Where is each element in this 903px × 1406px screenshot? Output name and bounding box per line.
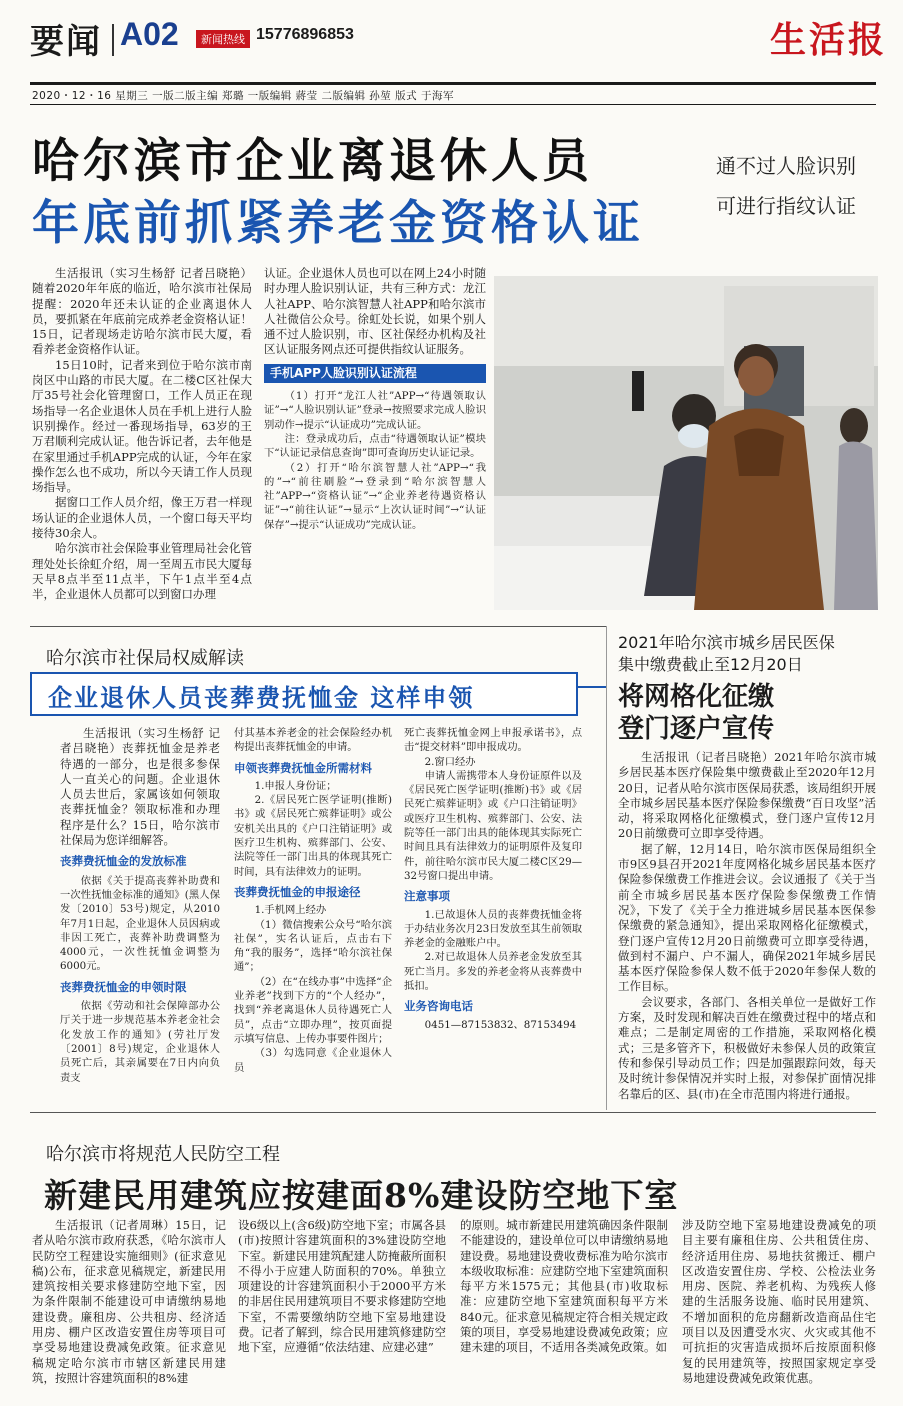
paragraph: 的原则。城市新建民用建筑确因条件限制不能建设的，建设单位可以申请缴纳易地建设费。易地建设费收费标准为哈尔滨市本级收取标准：应建防空地下室建筑面积每平方米1575元；其他县(市)收取标准：应建防空地下室建筑面积每平方米840元。征求意见稿规定符合相关规定政策的项目，享受易地建设费减免政策；应建未建的项目，不适用各类减免政策。如: [460, 1218, 668, 1355]
column-divider: [606, 626, 607, 1110]
paragraph: 据窗口工作人员介绍，像王万君一样现场认证的企业退休人员，一个窗口每天平均接待30余人。: [32, 495, 252, 541]
lead-column-2: [264, 266, 486, 616]
news-photo: [494, 276, 878, 610]
list-item: 1.手机网上经办: [254, 904, 327, 917]
section-rule: [30, 626, 606, 627]
defense-column-3: [460, 1218, 668, 1400]
hotline-label: 新闻热线: [196, 30, 250, 48]
paragraph: 付其基本养老金的社会保险经办机构提出丧葬抚恤金的申请。: [234, 727, 392, 754]
paragraph: 认证。企业退休人员也可以在网上24小时随时办理人脸识别认证，共有三种方式：龙江人社APP、哈尔滨智慧人社APP和哈尔滨市人社微信公众号。徐虹处长说，如果个别人通不过人脸识别，市、区社保经办机构及社区认证服务网点还可提供指纹认证服务。: [264, 266, 486, 357]
medical-title-1: 将网格化征缴: [618, 682, 775, 712]
newspaper-logo: 生活报: [770, 19, 888, 61]
masthead-rule: [30, 82, 876, 85]
process-heading: 手机APP人脸识别认证流程: [264, 364, 486, 383]
list-item: 1.已故退休人员的丧葬费抚恤金将于办结业务次月23日发放至其生前领取养老金的金融账户中。: [404, 908, 582, 950]
subheading: 业务咨询电话: [404, 999, 473, 1014]
masthead-divider: [112, 24, 114, 56]
lead-subtitle-line1: 通不过人脸识别: [716, 154, 856, 178]
paragraph: 生活报讯（实习生杨舒 记者吕晓艳）丧葬抚恤金是养老待遇的一部分，也是很多参保人一直关心的问题。企业退休人员去世后，家属该如何领取丧葬抚恤金？领取标准和办理程序是什么？15日，哈尔滨市社保局为您详细解答。: [60, 726, 220, 848]
list-item: 申请人需携带本人身份证原件以及《居民死亡医学证明(推断)书》或《居民死亡殡葬证明》或《户口注销证明》或医疗卫生机构、殡葬部门、公安、法院等任一部门出具的能体现其实际死亡时间且具有法律效力的证明原件及复印件，前往哈尔滨市民大厦二楼C区29—32号窗口提出申请。: [404, 769, 582, 882]
funeral-kicker: 哈尔滨市社保局权威解读: [46, 648, 244, 669]
paragraph: 设6级以上(含6级)防空地下室；市属各县(市)按照计容建筑面积的3%建设防空地下室。新建民用建筑配建人防掩蔽所面积不得小于应建人防面积的70%。单独立项建设的计容建筑面积小于2000平方米的非居住民用建筑项目不要求修建防空地下室，不需要缴纳防空地下室易地建设费。记者了解到，综合民用建筑修建防空地下室，应遵循“依法结建、应建必建”: [238, 1218, 446, 1355]
lead-title-line1: 哈尔滨市企业离退休人员: [32, 134, 593, 189]
paragraph: 涉及防空地下室易地建设费减免的项目主要有廉租住房、公共租赁住房、经济适用住房、易地扶贫搬迁、棚户区改造安置住房、学校、公检法业务用房、医院、养老机构、为残疾人修建的生活服务设施、临时民用建筑、不增加面积的危房翻新改造商品住宅项目以及因遭受水灾、火灾或其他不可抗拒的灾害造成损坏后按原面积修复的民用建筑等，按照国家规定享受易地建设费减免政策优惠。: [682, 1218, 876, 1385]
funeral-column-1: [60, 726, 220, 1106]
photo-illustration: [494, 276, 878, 610]
step-note: 注：登录成功后，点击“待遇领取认证”模块下“认证记录信息查询”即可查询历史认证记录。: [264, 432, 486, 460]
paragraph: 据了解，12月14日，哈尔滨市医保局组织全市9区9县召开2021年度网格化城乡居民基本医疗保险参保缴费工作推进会议。会议通报了《关于当前全市城乡居民基本医疗保险参保缴费工作情况》，下发了《关于全力推进城乡居民基本医保参保缴费的紧急通知》，提出采取网格化征缴模式，登门逐户宣传12月20日前缴费可立即享受待遇，做到村不漏户、户不漏人，确保2021年城乡居民基本医疗保险参保人数不低于2020年参保人数的工作目标。: [618, 841, 876, 994]
defense-column-1: [32, 1218, 226, 1400]
defense-column-4: [682, 1218, 876, 1400]
paragraph: 哈尔滨市社会保险事业管理局社会化管理处处长徐虹介绍，周一至周五市民大厦每天早8点半至11点半，下午1点半至4点半，企业退休人员都可以到窗口办理: [32, 541, 252, 602]
list-item: （1）微信搜索公众号“哈尔滨社保”，实名认证后，点击右下角“我的服务”，选择“哈尔滨社保通”；: [234, 918, 392, 974]
info-rule: [30, 104, 876, 105]
paragraph: 生活报讯（记者吕晓艳）2021年哈尔滨市城乡居民基本医疗保险集中缴费截止至2020年12月20日，记者从哈尔滨市医保局获悉，该局组织开展全市城乡居民基本医疗保险参保缴费“百日攻坚”活动，将采取网格化征缴模式，登门逐户宣传12月20日前缴费可立即享受待遇。: [618, 750, 876, 841]
paragraph: 依据《劳动和社会保障部办公厅关于进一步规范基本养老金社会化发放工作的通知》(劳社厅发〔2001〕8号)规定，企业退休人员死亡后，其亲属要在7日内向负责支: [60, 1000, 220, 1084]
list-item: 2.对已故退休人员养老金发放至其死亡当月。多发的养老金将从丧葬费中抵扣。: [404, 951, 582, 993]
funeral-column-3: [404, 726, 582, 1106]
defense-column-2: [238, 1218, 446, 1400]
lead-column-1: [32, 266, 252, 616]
medical-kicker-1: 2021年哈尔滨市城乡居民医保: [618, 633, 835, 652]
step: （2）打开“哈尔滨智慧人社”APP→“我的”→“前往刷脸”→登录到“哈尔滨智慧人社”APP→“资格认证”→“企业养老待遇资格认证”→“前往认证”→显示“上次认证时间”→“认证保存”→提示“认证成功”完成认证。: [264, 461, 486, 531]
paragraph: 生活报讯（实习生杨舒 记者吕晓艳）随着2020年年底的临近，哈尔滨市社保局提醒：2020年还未认证的企业离退休人员，要抓紧在年底前完成养老金资格认证！15日，记者现场走访哈尔滨市民大厦，看看养老金资格作认证。: [32, 266, 252, 357]
paragraph: 死亡丧葬抚恤金网上申报承诺书》，点击“提交材料”即申报成功。: [404, 727, 582, 754]
defense-kicker: 哈尔滨市将规范人民防空工程: [46, 1144, 280, 1165]
lead-subtitle-line2: 可进行指纹认证: [716, 194, 856, 218]
list-item: （3）勾选同意《企业退休人员: [234, 1047, 392, 1074]
list-item: 1.申报人身份证；: [254, 779, 337, 792]
section-rule: [30, 1112, 876, 1113]
medical-kicker-2: 集中缴费截止至12月20日: [618, 655, 803, 674]
list-item: 2.窗口经办: [424, 755, 476, 768]
section-name: 要闻: [30, 22, 102, 62]
title-box-tail: [578, 686, 606, 688]
subheading: 丧葬费抚恤金的申报途径: [234, 884, 361, 899]
paragraph: 会议要求，各部门、各相关单位一是做好工作方案，及时发现和解决百姓在缴费过程中的堵点和难点；二是制定周密的工作措施，采取网格化模式；三是多管齐下，积极做好未参保人员的政策宣传和参保引导动员工作；四是加强跟踪问效，每天及时统计参保情况并实时上报，对参保扩面情况排名靠后的区、县(市)在全市范围内将进行通报。: [618, 994, 876, 1101]
medical-column: [618, 750, 876, 1106]
subheading: 丧葬费抚恤金的申领时限: [60, 979, 187, 994]
paragraph: 15日10时，记者来到位于哈尔滨市南岗区中山路的市民大厦。在二楼C区社保大厅35号社会化管理窗口，工作人员正在现场指导一名企业退休人员在手机上进行人脸识别操作。经过一番现场指导，63岁的王万君顺利完成认证。他告诉记者，去年他是在家里通过手机APP完成的认证，今年在家操作怎么也不成功，所以今天请工作人员现场指导。: [32, 357, 252, 495]
paragraph: 依据《关于提高丧葬补助费和一次性抚恤金标准的通知》(黑人保发〔2010〕53号)规定，从2010年7月1日起，企业退休人员因病或非因工死亡，丧葬补助费调整为4000元，一次性抚恤金调整为6000元。: [60, 874, 220, 973]
phone-number: 0451—87153832、87153494: [424, 1018, 577, 1031]
page-number: A02: [120, 16, 179, 52]
subheading: 申领丧葬费抚恤金所需材料: [234, 760, 372, 775]
step: （1）打开“龙江人社”APP→“待遇领取认证”→“人脸识别认证”登录→按照要求完成人脸识别动作→提示“认证成功”完成认证。: [264, 390, 486, 431]
subheading: 注意事项: [404, 889, 450, 904]
list-item: （2）在“在线办事”中选择“企业养老”找到下方的“个人经办”，找到“养老离退休人员待遇死亡人员”，点击“立即办理”，按页面提示填写信息、上传办事要件图片；: [234, 975, 392, 1045]
list-item: 2.《居民死亡医学证明(推断)书》或《居民死亡殡葬证明》或公安机关出具的《户口注销证明》或医疗卫生机构、殡葬部门、公安、法院等任一部门出具的体现其死亡时间，具有法律效力的证明。: [234, 794, 392, 878]
defense-title: 新建民用建筑应按建面8%建设防空地下室: [44, 1176, 679, 1215]
paragraph: 生活报讯（记者周琳）15日，记者从哈尔滨市政府获悉，《哈尔滨市人民防空工程建设实施细则》(征求意见稿)公布，征求意见稿规定，新建民用建筑按相关要求修建防空地下室，因为条件限制不能建设可申请缴纳易地建设费。廉租房、公共租房、经济适用房、棚户区改造安置住房等项目可享受易地建设费减免政策。征求意见稿规定哈尔滨市市辖区新建民用建筑，按照计容建筑面积的8%建: [32, 1218, 226, 1385]
hotline-number: 15776896853: [256, 26, 354, 43]
funeral-column-2: [234, 726, 392, 1106]
lead-title-line2: 年底前抓紧养老金资格认证: [32, 196, 644, 251]
issue-info: 2020・12・16 星期三 一版二版主编 郑璐 一版编辑 蔣莹 二版编辑 孙堃 版式 于海军: [32, 90, 454, 102]
funeral-title: 企业退休人员丧葬费抚恤金 这样申领: [48, 683, 475, 712]
medical-title-2: 登门逐户宣传: [618, 714, 775, 744]
subheading: 丧葬费抚恤金的发放标准: [60, 854, 187, 869]
